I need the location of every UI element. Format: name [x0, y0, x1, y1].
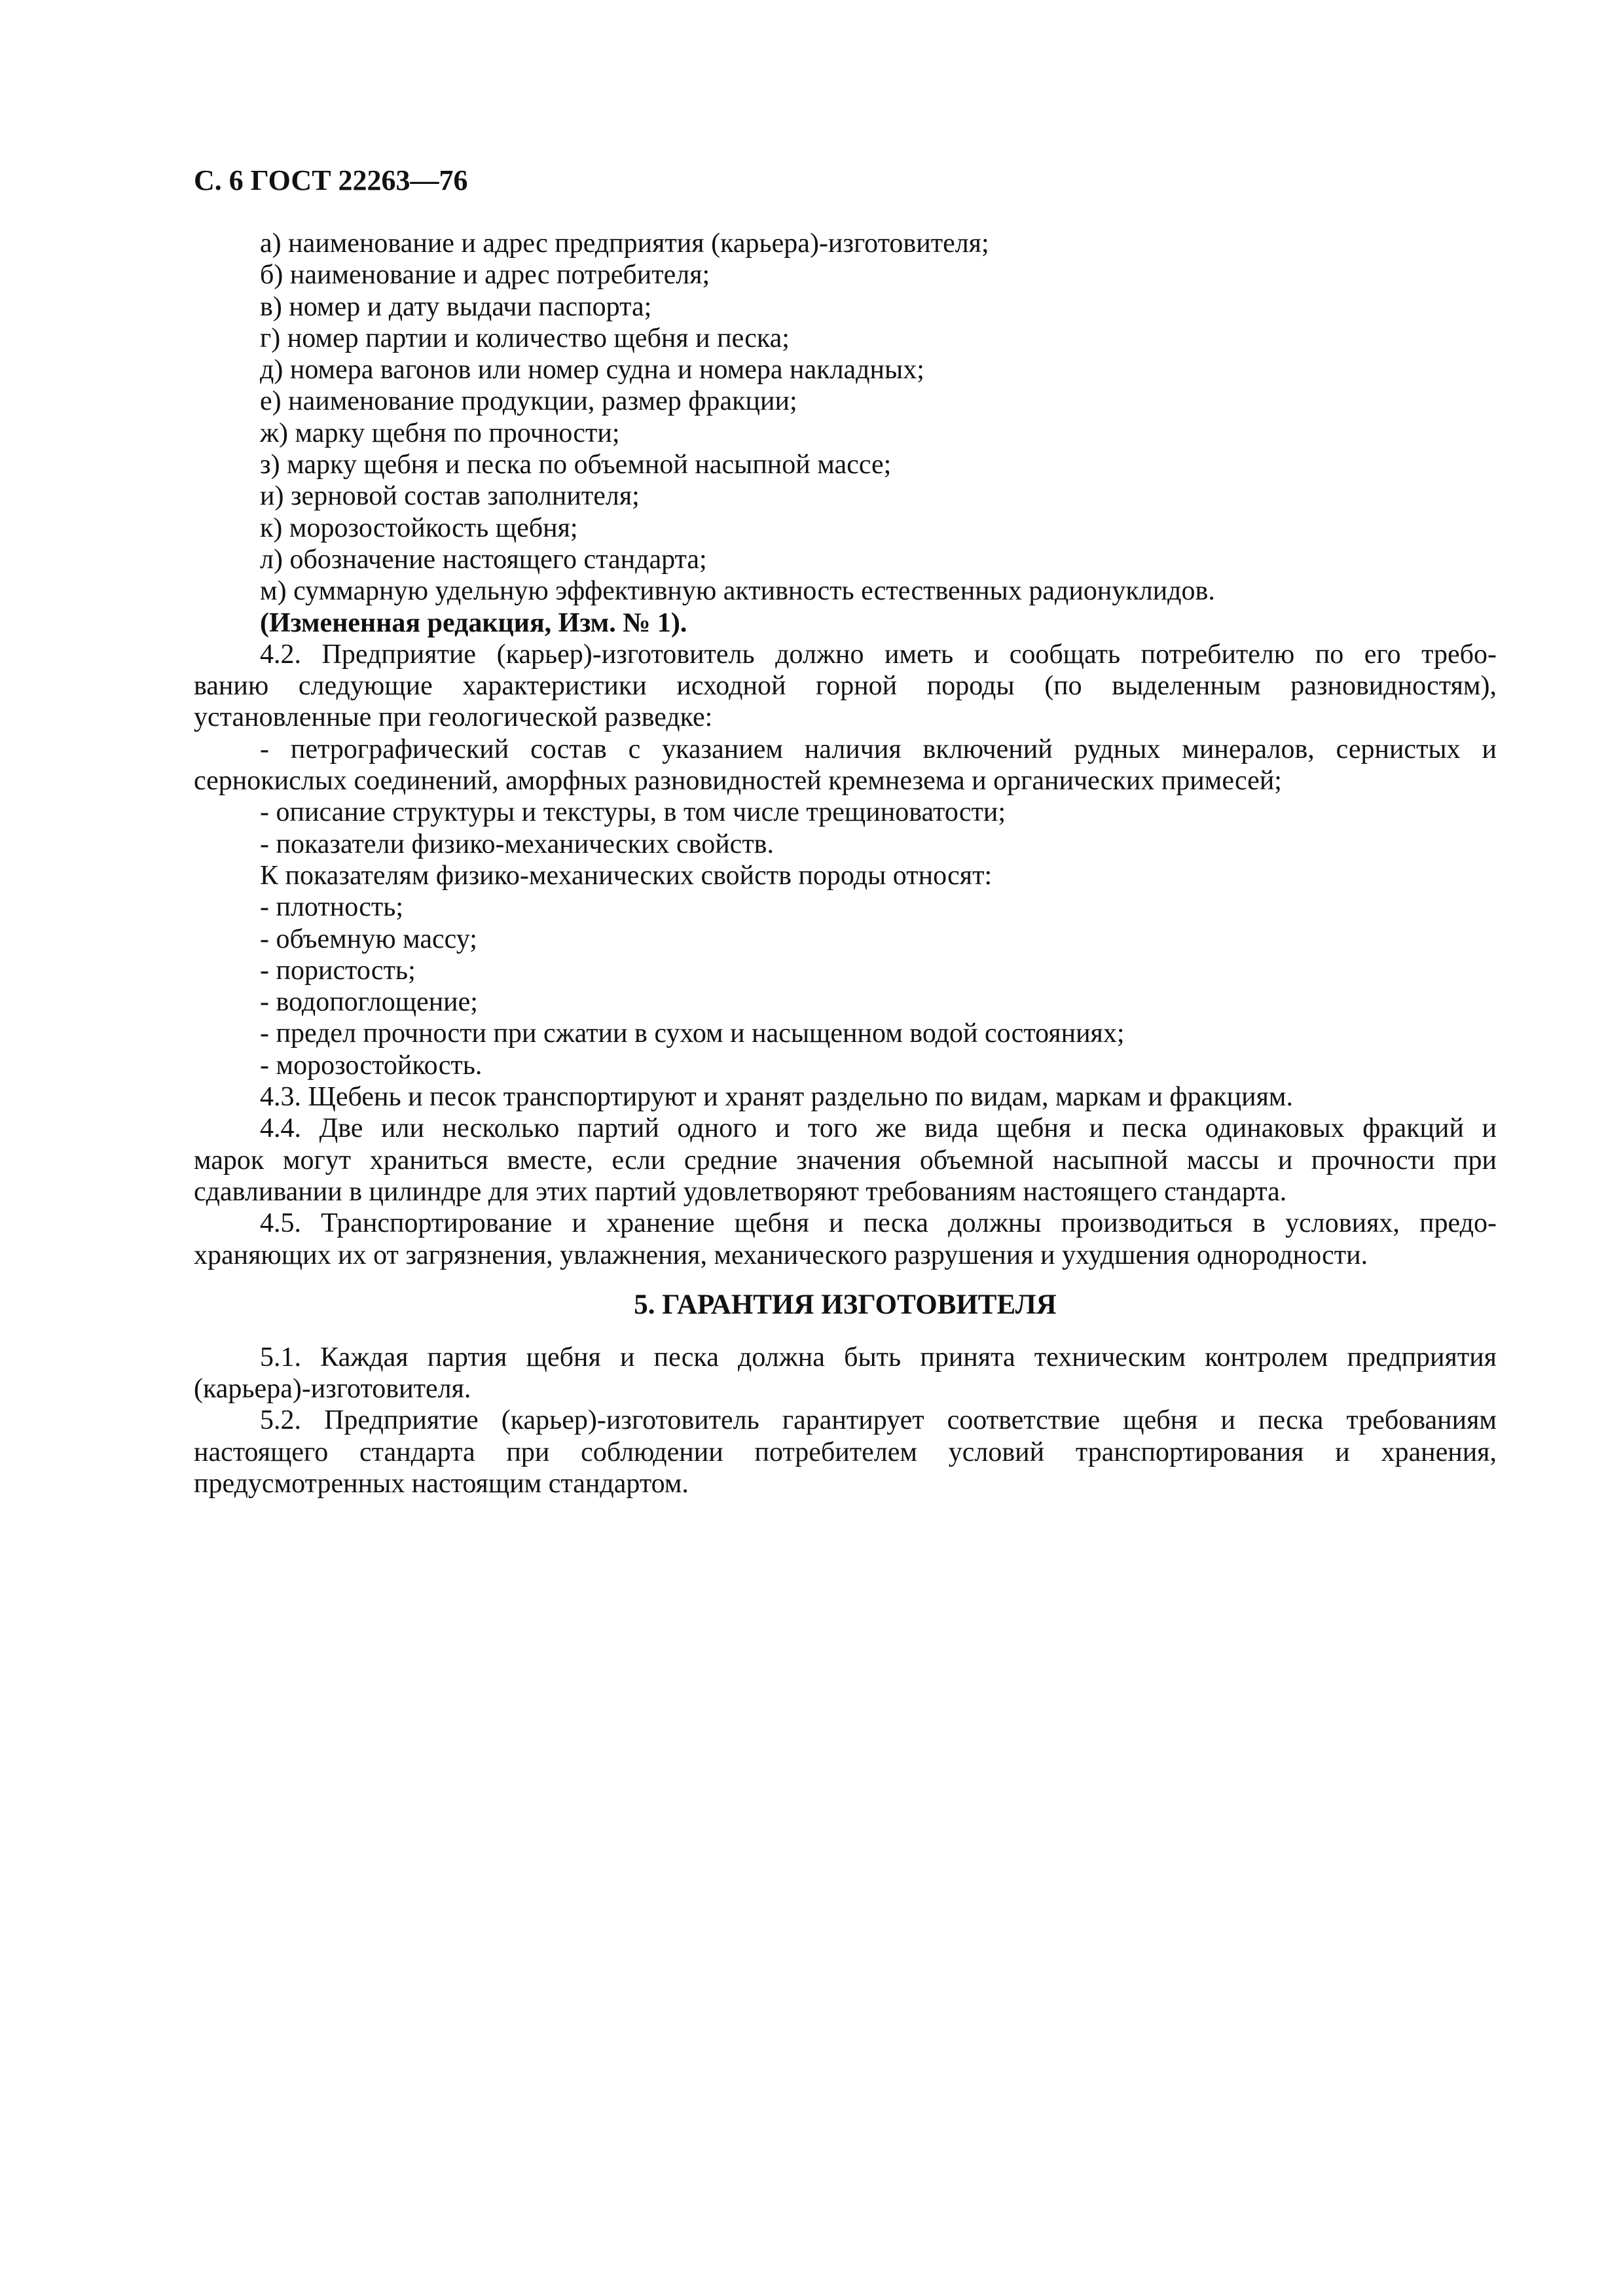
list-item: б) наименование и адрес потребителя;	[260, 260, 710, 291]
paragraph-line: марок могут храниться вместе, если средние значения объемной насыпной массы и прочности при	[194, 1145, 1497, 1175]
passport-items-list	[194, 228, 1497, 607]
paragraph-line: ванию следующие характеристики исходной горной породы (по выделенным разновидностям),	[194, 671, 1497, 702]
list-item: - описание структуры и текстуры, в том числе трещиноватости;	[260, 797, 1006, 828]
list-item: з) марку щебня и песка по объемной насыпной массе;	[260, 450, 892, 480]
rock-characteristics-list	[194, 734, 1497, 860]
paragraph-5-1	[194, 1342, 1497, 1405]
paragraph-line: установленные при геологической разведке:	[194, 702, 713, 733]
paragraph-line: предусмотренных настоящим стандартом.	[194, 1468, 689, 1499]
list-item: г) номер партии и количество щебня и песка;	[260, 323, 790, 353]
list-item: - водопоглощение;	[260, 987, 478, 1018]
list-item: - пористость;	[260, 955, 416, 986]
paragraph-line: сдавливании в цилиндре для этих партий удовлетворяют требованиям настоящего стандарта.	[194, 1176, 1287, 1207]
document-body	[194, 228, 1497, 1499]
list-item: - плотность;	[260, 892, 404, 923]
list-item: в) номер и дату выдачи паспорта;	[260, 291, 652, 322]
properties-list	[194, 891, 1497, 1081]
page-header: С. 6 ГОСТ 22263—76	[194, 164, 468, 196]
paragraph-line: (карьера)-изготовителя.	[194, 1374, 471, 1405]
list-item: а) наименование и адрес предприятия (карьера)-изготовителя;	[260, 228, 989, 259]
paragraph-line: 5.1. Каждая партия щебня и песка должна быть принята техническим контролем предприятия	[260, 1342, 1497, 1372]
paragraph-4-5	[194, 1208, 1497, 1271]
paragraph-line: 5.2. Предприятие (карьер)-изготовитель гарантирует соответствие щебня и песка требованиям	[260, 1405, 1497, 1436]
list-item: д) номера вагонов или номер судна и номера накладных;	[260, 355, 924, 386]
list-item: к) морозостойкость щебня;	[260, 512, 578, 543]
properties-intro: К показателям физико-механических свойств породы относят:	[260, 860, 993, 891]
paragraph-line: 4.4. Две или несколько партий одного и того же вида щебня и песка одинаковых фракций и	[260, 1113, 1497, 1144]
list-item: - объемную массу;	[260, 924, 477, 954]
paragraph-4-3: 4.3. Щебень и песок транспортируют и хранят раздельно по видам, маркам и фракциям.	[260, 1082, 1294, 1113]
list-item: - петрографический состав с указанием наличия включений рудных минералов, сернистых и	[260, 734, 1497, 764]
paragraph-line: настоящего стандарта при соблюдении потребителем условий транспортирования и хранения,	[194, 1437, 1497, 1467]
list-item: - предел прочности при сжатии в сухом и насыщенном водой состояниях;	[260, 1018, 1125, 1049]
section-5-title: 5. ГАРАНТИЯ ИЗГОТОВИТЕЛЯ	[634, 1289, 1057, 1320]
paragraph-line: 4.5. Транспортирование и хранение щебня и песка должны производиться в условиях, предо-	[260, 1208, 1497, 1239]
list-item: и) зерновой состав заполнителя;	[260, 481, 640, 512]
list-item: ж) марку щебня по прочности;	[260, 418, 620, 448]
list-item: сернокислых соединений, аморфных разновидностей кремнезема и органических примесей;	[194, 766, 1282, 797]
paragraph-4-4	[194, 1113, 1497, 1208]
paragraph-5-2	[194, 1405, 1497, 1499]
list-item: - показатели физико-механических свойств.	[260, 829, 774, 859]
list-item: е) наименование продукции, размер фракции;	[260, 386, 797, 417]
list-item: л) обозначение настоящего стандарта;	[260, 544, 707, 575]
list-item: м) суммарную удельную эффективную активность естественных радионуклидов.	[260, 576, 1215, 607]
paragraph-line: храняющих их от загрязнения, увлажнения, механического разрушения и ухудшения однородности.	[194, 1240, 1368, 1270]
list-item: - морозостойкость.	[260, 1050, 483, 1081]
paragraph-4-2	[194, 639, 1497, 734]
paragraph-line: 4.2. Предприятие (карьер)-изготовитель должно иметь и сообщать потребителю по его требо-	[260, 639, 1497, 670]
amendment-note: (Измененная редакция, Изм. № 1).	[260, 607, 687, 638]
